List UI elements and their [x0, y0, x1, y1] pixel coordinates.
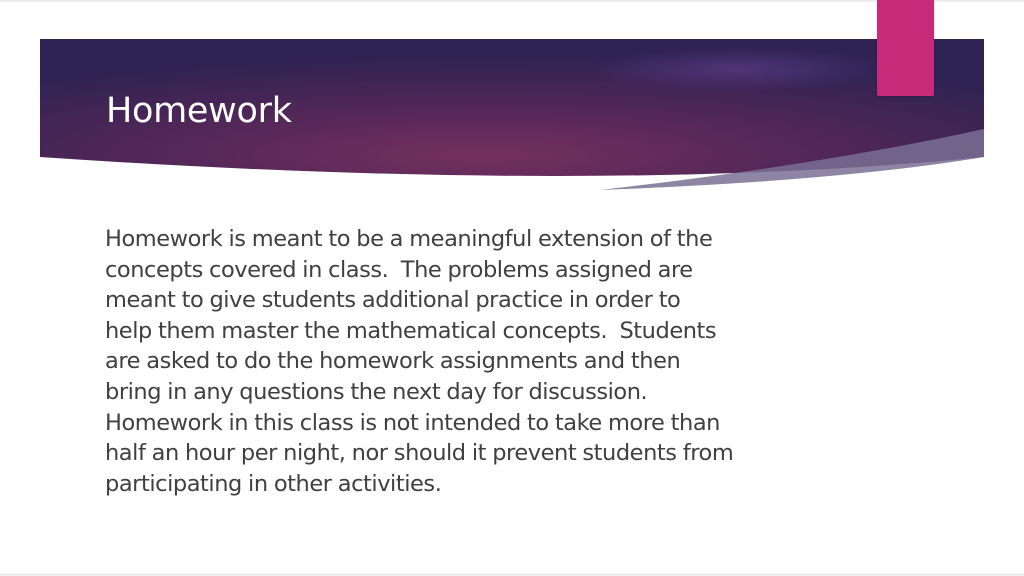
body-line: bring in any questions the next day for discussion. — [105, 378, 648, 405]
slide-title: Homework — [106, 91, 292, 131]
body-line: are asked to do the homework assignments and then — [105, 348, 681, 375]
body-line: help them master the mathematical concepts. Students — [105, 317, 717, 344]
body-line: half an hour per night, nor should it prevent students from — [105, 440, 734, 467]
top-border — [0, 0, 1024, 2]
body-line: Homework is meant to be a meaningful extension of the — [105, 226, 713, 252]
body-line: participating in other activities. — [105, 470, 442, 497]
body-line: concepts covered in class. The problems assigned are — [105, 256, 693, 283]
body-paragraph — [105, 224, 845, 499]
accent-tab — [877, 0, 934, 96]
body-line: meant to give students additional practice in order to — [105, 287, 681, 314]
body-line: Homework in this class is not intended to take more than — [105, 409, 720, 436]
